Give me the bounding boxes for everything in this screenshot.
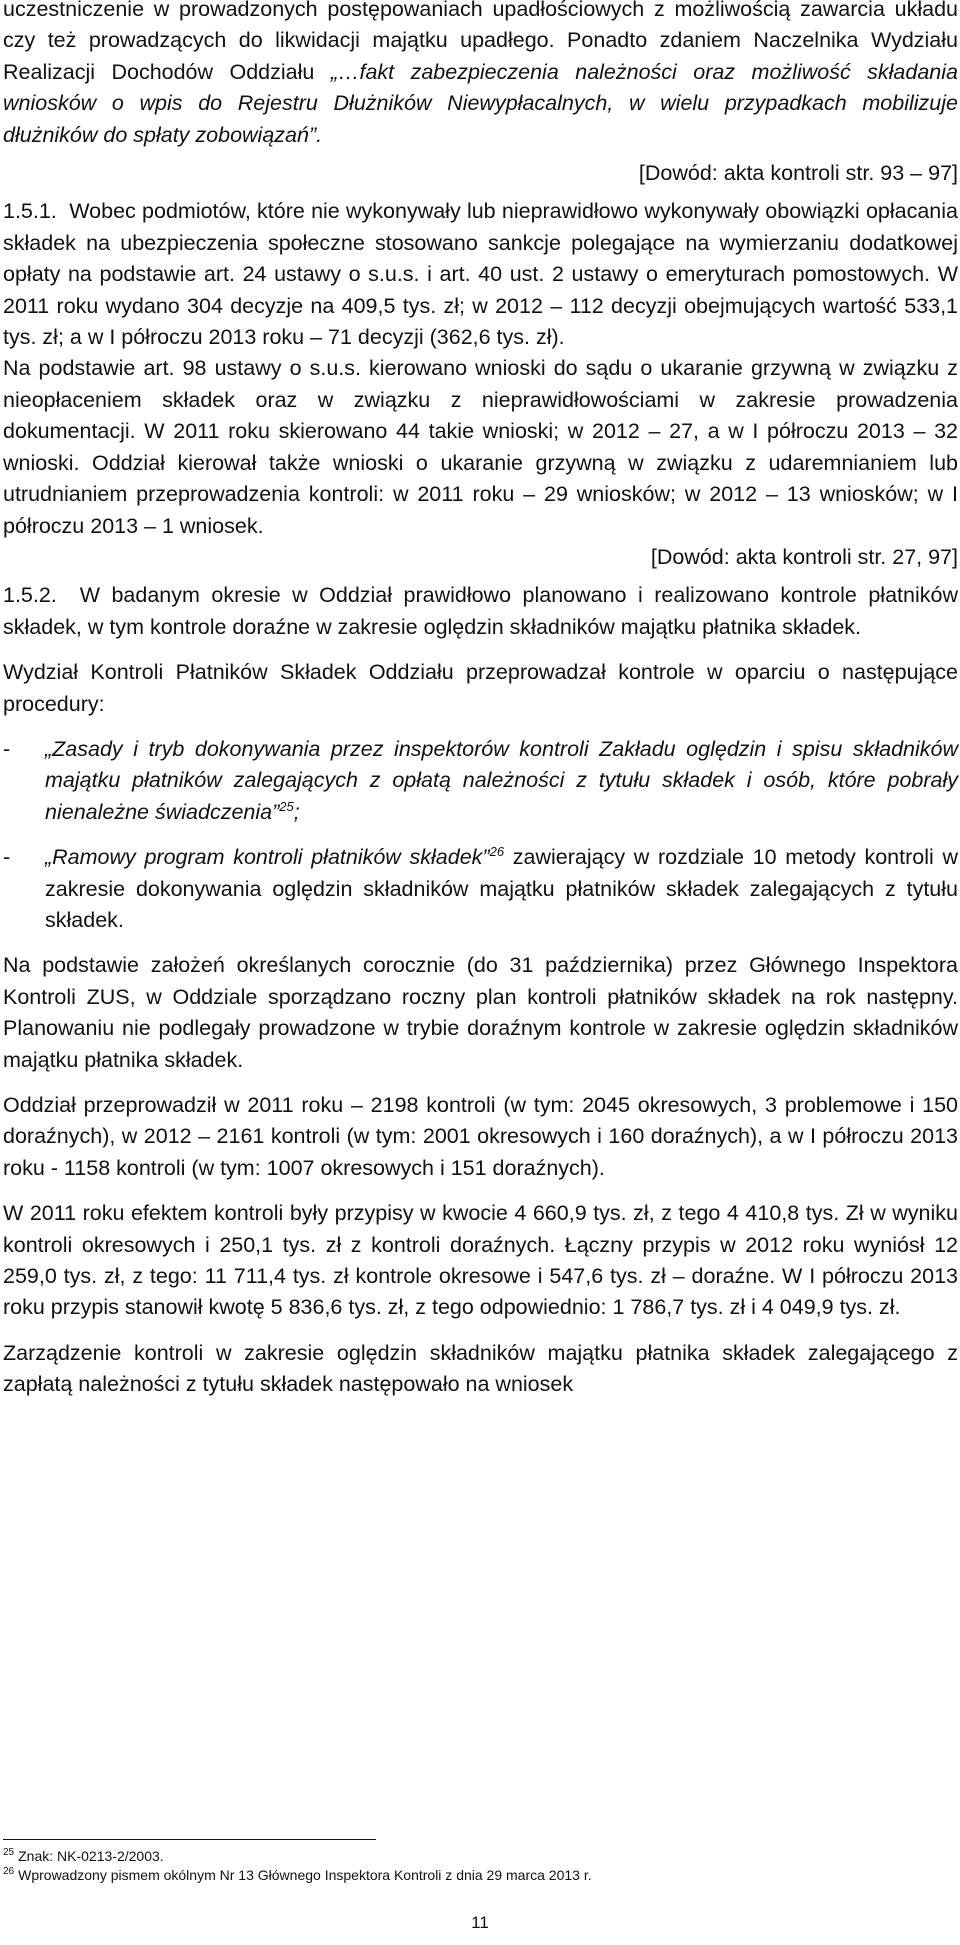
intro-text: uczestniczenie w prowadzonych postępowaniach upadłościowych z możliwością zawarcia układu czy też prowadzących do likwidacji majątku upadłego. Ponadto zdaniem Naczelnika Wydziału Realizacji Dochodów Oddziału <box>3 0 958 84</box>
footnote-ref-26: 26 <box>489 844 505 859</box>
control-counts-paragraph: Oddział przeprowadził w 2011 roku – 2198 kontroli (w tym: 2045 okresowych, 3 problemowe i 150 doraźnych), w 2012 – 2161 kontroli (w tym: 2001 okresowych i 160 doraźnych), a w I półroczu 2013 roku - 1158 kontroli (w tym: 1007 okresowych i 151 doraźnych). <box>3 1093 958 1180</box>
evidence-note-1: [Dowód: akta kontroli str. 93 – 97] <box>638 161 958 186</box>
footnote-ref-25: 25 <box>279 798 294 814</box>
annual-plan-paragraph: Na podstawie założeń określanych corocznie (do 31 października) przez Głównego Inspektora Kontroli ZUS, w Oddziale sporządzano roczny plan kontroli płatników składek na rok następny. Planowaniu nie podlegały prowadzone w trybie doraźnym kontrole w zakresie oględzin składników majątku płatnika składek. <box>3 953 958 1072</box>
page-number: 11 <box>471 1913 489 1932</box>
intro-paragraph <box>3 0 958 151</box>
procedure-description: zawierający w rozdziale 10 metody kontroli w zakresie dokonywania oględzin składników majątku płatników składek zalegających z tytułu składek. <box>45 845 958 932</box>
procedure-title: „Zasady i tryb dokonywania przez inspektorów kontroli Zakładu oględzin i spisu składników majątku płatników zalegających z opłatą należności z tytułu składek i osób, które pobrały nienależne świadczenia” <box>45 736 958 824</box>
procedure-end: ; <box>293 799 300 824</box>
control-amounts-paragraph: W 2011 roku efektem kontroli były przypisy w kwocie 4 660,9 tys. zł, z tego 4 410,8 tys. Zł w wyniku kontroli okresowych i 250,1 tys. zł z kontroli doraźnych. Łączny przypis w 2012 roku wyniósł 12 259,0 tys. zł, z tego: 11 711,4 tys. zł kontrole okresowe i 547,6 tys. zł – doraźne. W I półroczu 2013 roku przypis stanowił kwotę 5 836,6 tys. zł, z tego odpowiednio: 1 786,7 tys. zł i 4 049,9 tys. zł. <box>3 1201 958 1320</box>
list-dash: - <box>3 736 11 761</box>
footnote-divider <box>3 1839 376 1840</box>
procedure-list-item <box>3 734 958 828</box>
section-1-5-1-paragraph <box>3 196 958 353</box>
evidence-note-2: [Dowód: akta kontroli str. 27, 97] <box>650 544 958 569</box>
sanctions-paragraph: Na podstawie art. 98 ustawy o s.u.s. kierowano wnioski do sądu o ukaranie grzywną w związku z nieopłaceniem składek oraz w związku z nieprawidłowościami w zakresie prowadzenia dokumentacji. W 2011 roku skierowano 44 takie wnioski; w 2012 – 27, a w I półroczu 2013 – 32 wnioski. Oddział kierował także wnioski o ukaranie grzywną w związku z udaremnianiem lub utrudnianiem przeprowadzenia kontroli: w 2011 roku – 29 wniosków; w 2012 – 13 wniosków; w I półroczu 2013 – 1 wniosek. <box>3 356 958 538</box>
intro-quote: „…fakt zabezpieczenia należności oraz możliwość składania wniosków o wpis do Rejestru Dłużników Niewypłacalnych, w wielu przypadkach mobilizuje dłużników do spłaty zobowiązań”. <box>3 59 958 147</box>
procedure-item-text <box>45 734 958 828</box>
inspection-order-paragraph: Zarządzenie kontroli w zakresie oględzin składników majątku płatnika składek zalegającego z zapłatą należności z tytułu składek następowało na wniosek <box>3 1340 958 1397</box>
footnotes <box>3 1847 958 1885</box>
section-1-5-2-text: W badanym okresie w Oddział prawidłowo planowano i realizowano kontrole płatników składek, w tym kontrole doraźne w zakresie oględzin składników majątku płatnika składek. <box>3 583 958 639</box>
footnote-number: 26 <box>3 1866 15 1878</box>
section-number-1-5-2: 1.5.2. <box>3 583 57 608</box>
procedures-intro-paragraph: Wydział Kontroli Płatników Składek Oddziału przeprowadzał kontrole w oparciu o następujące procedury: <box>3 660 958 716</box>
section-1-5-1-text: Wobec podmiotów, które nie wykonywały lub nieprawidłowo wykonywały obowiązki opłacania składek na ubezpieczenia społeczne stosowano sankcje polegające na wymierzaniu dodatkowej opłaty na podstawie art. 24 ustawy o s.u.s. i art. 40 ust. 2 ustawy o emeryturach pomostowych. W 2011 roku wydano 304 decyzje na 409,5 tys. zł; w 2012 – 112 decyzji obejmujących wartość 533,1 tys. zł; a w I półroczu 2013 roku – 71 decyzji (362,6 tys. zł). <box>3 199 958 350</box>
list-dash: - <box>3 845 11 870</box>
section-number-1-5-1: 1.5.1. <box>3 199 57 224</box>
procedure-item-text <box>45 842 958 936</box>
procedure-list-item <box>3 842 958 936</box>
footnote-text: Znak: NK-0213-2/2003. <box>18 1848 164 1864</box>
procedure-title: „Ramowy program kontroli płatników składek” <box>45 845 490 870</box>
footnote <box>3 1866 958 1885</box>
footnote-text: Wprowadzony pismem okólnym Nr 13 Głównego Inspektora Kontroli z dnia 29 marca 2013 r. <box>18 1867 592 1883</box>
section-1-5-2-paragraph <box>3 580 958 643</box>
footnote-number: 25 <box>3 1847 15 1859</box>
footnote <box>3 1847 958 1866</box>
document-body <box>3 0 958 1401</box>
